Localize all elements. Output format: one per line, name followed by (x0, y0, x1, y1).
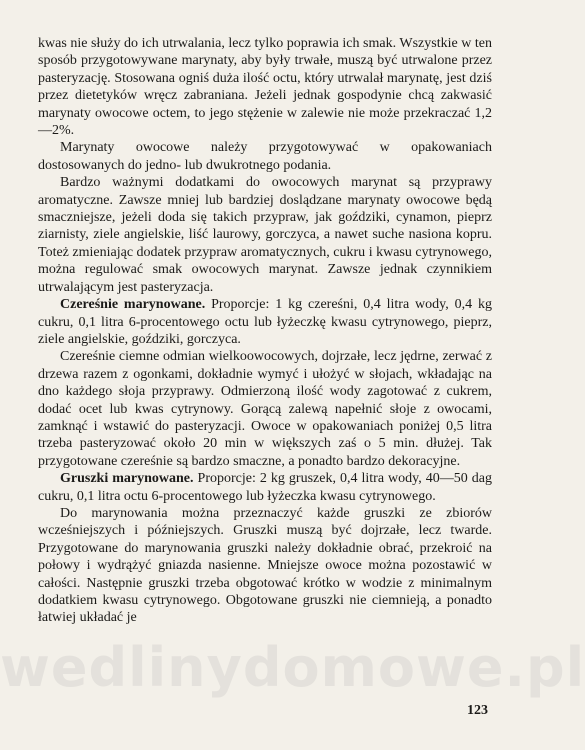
paragraph (38, 174, 492, 296)
paragraph (38, 35, 492, 139)
body-text (38, 35, 492, 627)
paragraph (38, 348, 492, 470)
paragraph (38, 505, 492, 627)
paragraph (38, 139, 492, 174)
paragraph-text: Czereśnie ciemne odmian wielkoowocowych, dojrzałe, lecz jędrne, zerwać z drzewa razem z ogonkami, dokładnie wymyć i ułożyć w słojach, wkładając na dno każdego słoja przyprawy. Odmierzoną ilość wody zagotować z cukrem, dodać ocet lub kwas cytrynowy. Gorącą zalewą napełnić słoje z owocami, zamknąć i wstawić do pasteryzacji. Owoce w opakowaniach poniżej 0,5 litra trzeba pasteryzować około 20 min w większych zaś o 5 min. dłużej. Tak przygotowane czereśnie są bardzo smaczne, a ponadto bardzo dekoracyjne. (38, 349, 492, 469)
paragraph (38, 470, 492, 505)
recipe-heading: Czereśnie marynowane. (60, 297, 206, 313)
recipe-heading: Gruszki marynowane. (60, 471, 194, 487)
paragraph-text: Bardzo ważnymi dodatkami do owocowych marynat są przyprawy aromatyczne. Zawsze mniej lub bardziej doslądzane marynaty owocowe będą smaczniejsze, jeżeli doda się takich przypraw, jak goździki, cynamon, pieprz ziarnisty, ziele angielskie, liść laurowy, gorczyca, a nawet suche nasiona kopru. Toteż zmieniając dodatek przypraw aromatycznych, cukru i kwasu cytrynowego, można regulować smak owocowych marynat. Zawsze jednak czynnikiem utrwalającym jest pasteryzacja. (38, 175, 492, 295)
paragraph-text: Proporcje: 1 kg czereśni, 0,4 litra wody, 0,4 kg cukru, 0,1 litra 6-procentowego octu lub łyżeczkę kwasu cytrynowego, pieprz, ziele angielskie, goździki, gorczyca. (38, 297, 492, 347)
page-number: 123 (467, 703, 488, 718)
watermark: wedlinydomowe.pl (0, 636, 585, 699)
paragraph-text: Proporcje: 2 kg gruszek, 0,4 litra wody, 40—50 dag cukru, 0,1 litra octu 6-procentowego lub łyżeczka kwasu cytrynowego. (38, 471, 493, 504)
paragraph-text: kwas nie służy do ich utrwalania, lecz tylko poprawia ich smak. Wszystkie w ten sposób przygotowywane marynaty, aby były trwałe, muszą być utrwalone przez pasteryzację. Stosowana ogniś duża ilość octu, który utrwalał marynatę, jest dziś przez dietetyków wręcz zabraniana. Jeżeli jednak gospodynie chcą zakwasić marynaty owocowe octem, to jego stężenie w zalewie nie może przekraczać 1,2—2%. (38, 36, 492, 139)
paragraph-text: Do marynowania można przeznaczyć każde gruszki ze zbiorów wcześniejszych i późniejszych. Gruszki muszą być dojrzałe, lecz twarde. Przygotowane do marynowania gruszki należy dokładnie obrać, przekroić na połowy i wydrążyć gniazda nasienne. Mniejsze owoce można pozostawić w całości. Następnie gruszki trzeba obgotować krótko w wodzie z minimalnym dodatkiem kwasu cytrynowego. Obgotowane gruszki nie ciemnieją, a ponadto łatwiej układać je (38, 505, 492, 626)
paragraph-text: Marynaty owocowe należy przygotowywać w opakowaniach dostosowanych do jedno- lub dwukrotnego podania. (38, 140, 492, 173)
paragraph (38, 296, 492, 348)
